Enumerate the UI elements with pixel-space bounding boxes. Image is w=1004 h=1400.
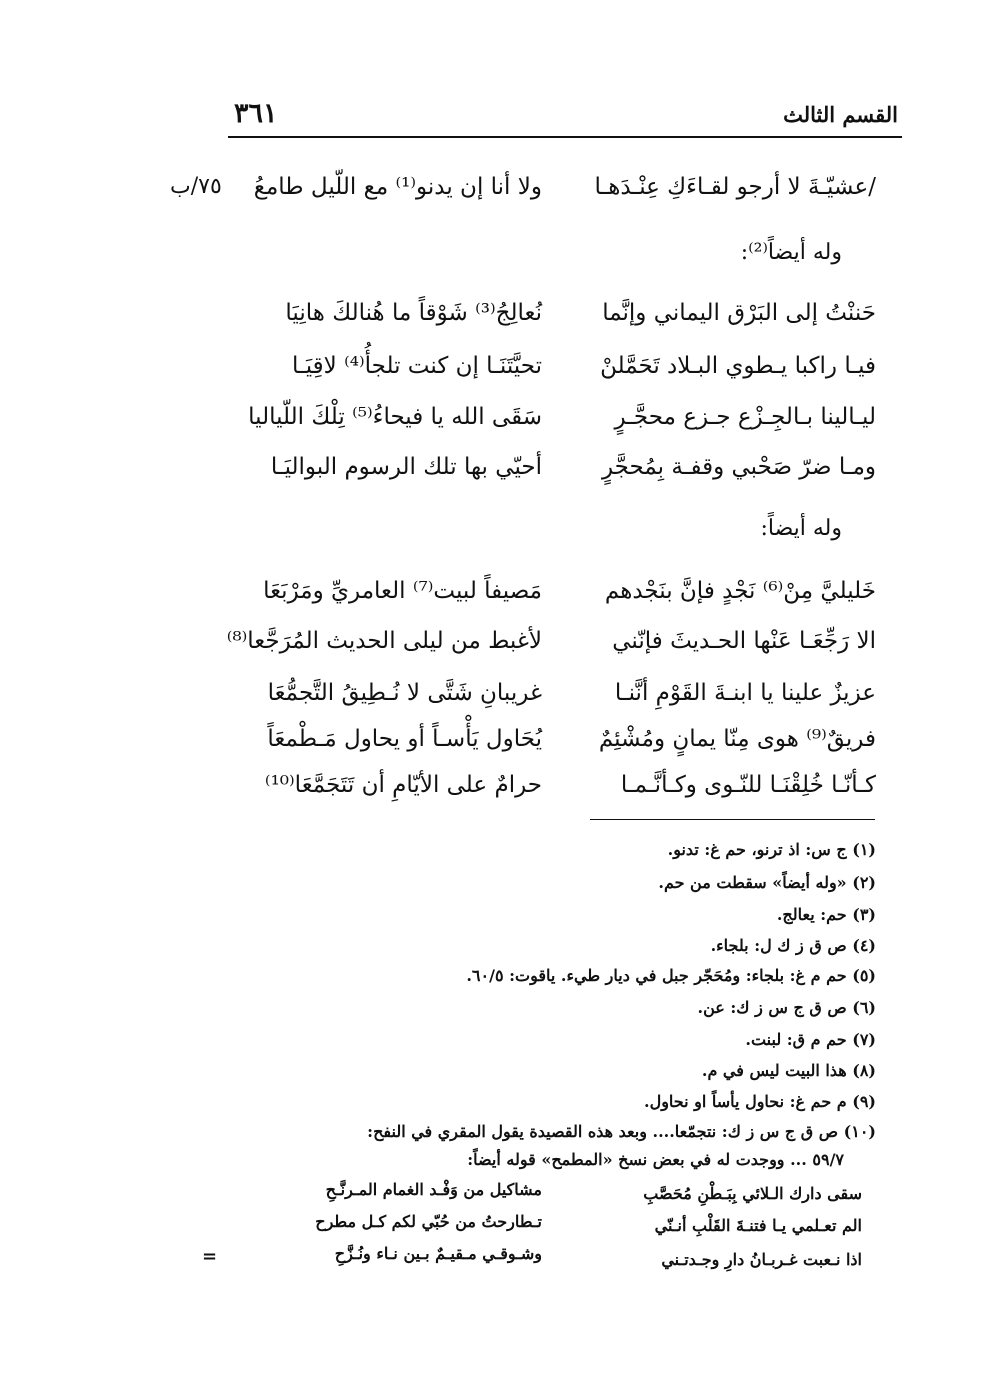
footnote-continuation: ٥٩/٧ ... ووجدت له في بعض نسخ «المطمح» قوله أيضاً: (467, 1150, 844, 1169)
verse-first-hemistich: حَننْتُ إلى البَرْق اليماني وإنَّما (602, 300, 876, 326)
footnote: (٨) هذا البيت ليس في م. (701, 1061, 876, 1080)
verse-second-hemistich: غريبانِ شَتَّى لا نُـطِيقُ التَّجمُّعَا (267, 680, 542, 706)
verse-first-hemistich: الم تعـلمي يـا فتنـةَ القَلْبِ أنـنّي (654, 1216, 862, 1235)
footnote: (٣) حم: يعالج. (776, 905, 876, 924)
header-rule (228, 136, 902, 138)
footnote-rule (590, 819, 875, 820)
verse-second-hemistich: لأغبط من ليلى الحديث المُرَجَّعا⁽⁸⁾ (226, 628, 542, 654)
footnote: (١٠) ص ق ج س ز ك: نتجمّعا.... وبعد هذه القصيدة يقول المقري في النفح: (367, 1122, 876, 1141)
continuation-mark: = (202, 1246, 218, 1267)
verse-first-hemistich: ليـالينا بـالجِـزْع جـزع محجَّـرٍ (614, 404, 876, 430)
manuscript-folio-note: ٧٥/ب (170, 174, 222, 199)
verse-first-hemistich: كـأنّـا خُلِقْنَـا للنّـوى وكـأنَّـمـا (620, 772, 876, 798)
footnote: (٤) ص ق ز ك ل: بلجاء. (710, 936, 876, 955)
verse-first-hemistich: فيـا راكبا يـطوي البـلاد تَحَمَّلنْ (600, 353, 876, 379)
verse-second-hemistich: يُحَاول يَأْسـاً أو يحاول مَـطْمعَاً (267, 726, 542, 752)
footnote: (٧) حم م ق: لبنت. (745, 1030, 876, 1049)
verse-second-hemistich: سَقَى الله يا فيحاءُ⁽⁵⁾ تِلْكَ اللّياليا (248, 404, 542, 430)
page-header (228, 100, 900, 136)
verse-first-hemistich: /عشيّـةَ لا أرجو لقـاءَكِ عِنْـدَهـا (594, 174, 876, 200)
verse-first-hemistich: سقى دارك الـلائي بِبَـطْنِ مُحَصَّبِ (643, 1184, 862, 1203)
verse-first-hemistich: الا رَجِّعَـا عَنْها الحـديثَ فإنّني (612, 628, 876, 654)
verse-second-hemistich: مشاكيل من وَفْـد الغمام المـرنَّـحِ (325, 1180, 542, 1199)
footnote: (٩) م حم غ: نحاول يأساً او نحاول. (644, 1092, 876, 1111)
section-title: القسم الثالث (783, 102, 898, 127)
verse-second-hemistich: ولا أنا إن يدنو⁽¹⁾ مع اللّيل طامعُ (253, 174, 542, 200)
heading-poem-2: وله أيضاً: (760, 516, 842, 541)
verse-second-hemistich: حرامٌ على الأيّامِ أن تَتَجَمَّعَا⁽¹⁰⁾ (264, 772, 542, 798)
verse-second-hemistich: نُعالِجُ⁽³⁾ شَوْقاً ما هُنالكَ هانِيَا (285, 300, 542, 326)
verse-first-hemistich: خَليليَّ مِنْ⁽⁶⁾ نَجْدٍ فإنَّ بنَجْدهم (604, 578, 876, 604)
verse-first-hemistich: اذا نـعبت غـربـانُ دارِ وجـدتـني (661, 1250, 862, 1269)
verse-second-hemistich: تحيَّتَنَـا إن كنت تلجأُ⁽⁴⁾ لاقِيَـا (291, 353, 542, 379)
footnote: (٢) «وله أيضاً» سقطت من حم. (658, 873, 876, 892)
verse-first-hemistich: عزيزٌ علينا يا ابنـةَ القَوْمِ أنَّنـا (614, 680, 876, 706)
verse-second-hemistich: أحيّي بها تلك الرسوم البواليَـا (270, 454, 542, 480)
footnote: (٦) ص ق ج س ز ك: عن. (697, 998, 876, 1017)
verse-first-hemistich: ومـا ضرّ صَحْبي وقفـة بِمُحجَّرٍ (601, 454, 876, 480)
heading-poem-1: وله أيضاً⁽²⁾: (740, 240, 842, 265)
verse-second-hemistich: مَصيفاً لبيت⁽⁷⁾ العامريِّ ومَرْبَعَا (263, 578, 542, 604)
verse-first-hemistich: فريقٌ⁽⁹⁾ هوى مِنّا يمانٍ ومُشْئِمٌ (598, 726, 876, 752)
verse-second-hemistich: وشـوقـي مـقيـمٌ بـين نـاء ونُـزَّحِ (334, 1244, 542, 1263)
page-number: ٣٦١ (234, 98, 278, 129)
footnote: (١) ج س: اذ ترنو، حم غ: تدنو. (667, 840, 876, 859)
verse-second-hemistich: تـطارحتُ من حُبّي لكم كـل مطرح (315, 1212, 542, 1231)
footnote: (٥) حم م غ: بلجاء: ومُحَجّر جبل في ديار طيء. ياقوت: ٦٠/٥. (466, 966, 876, 985)
